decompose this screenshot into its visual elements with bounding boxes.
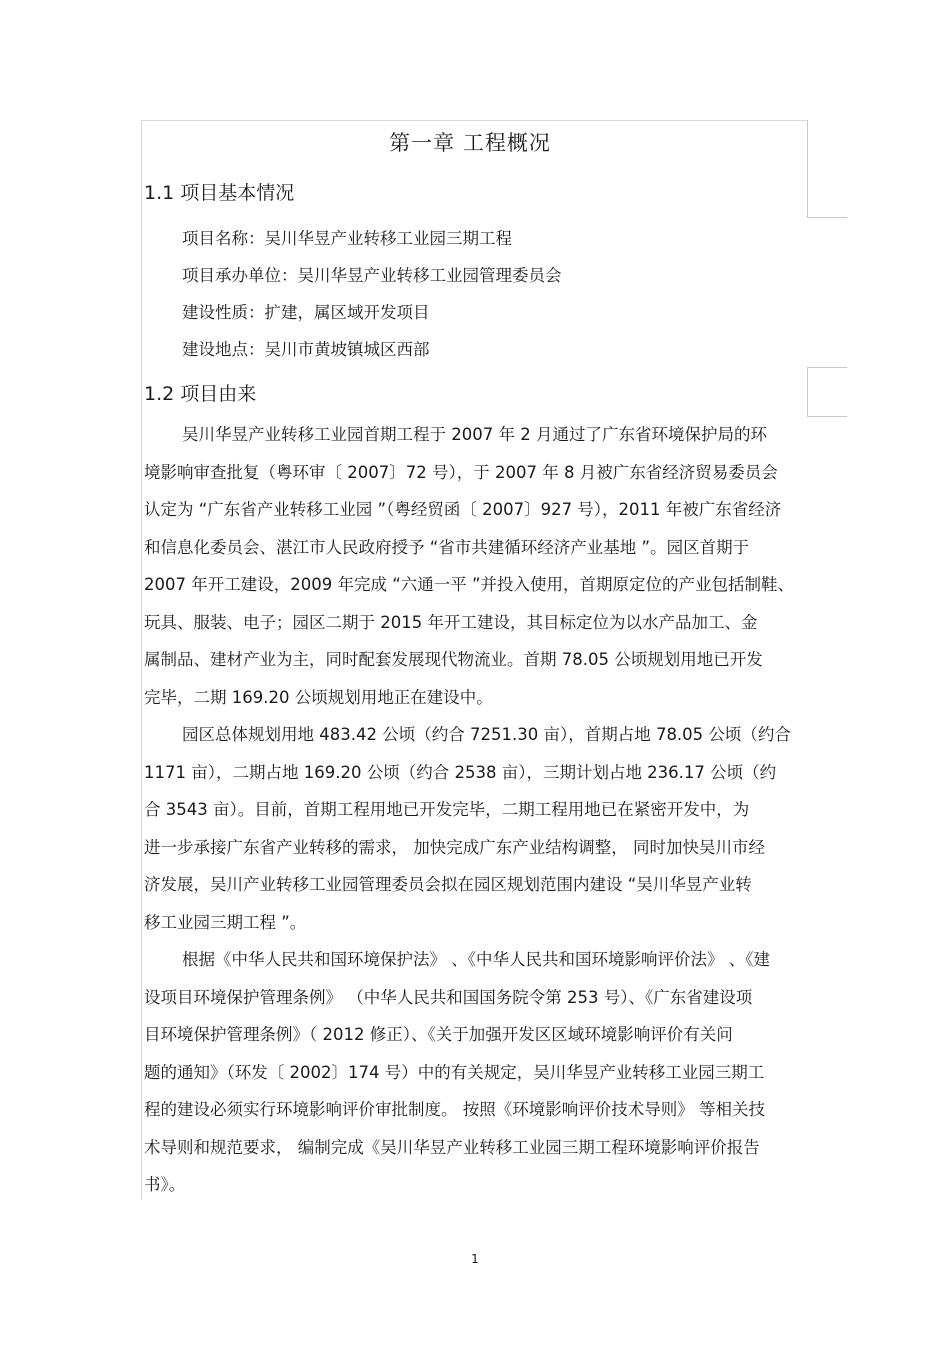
left-margin-rule <box>141 120 142 1200</box>
page-number: 1 <box>471 1252 479 1266</box>
chapter-title: 第一章 工程概况 <box>389 131 551 155</box>
text-line: 移工业园三期工程 ”。 <box>144 912 307 932</box>
text-line: 完毕，二期 169.20 公顷规划用地正在建设中。 <box>144 687 493 707</box>
text-line: 园区总体规划用地 483.42 公顷（约合 7251.30 亩），首期占地 78.05 公顷（约合 <box>182 725 791 744</box>
text-line: 境影响审查批复（粤环审〔 2007〕72 号），于 2007 年 8 月被广东省经济贸易委员会 <box>144 462 778 482</box>
text-line: 1171 亩），二期占地 169.20 公顷（约合 2538 亩），三期计划占地 236.17 公顷（约 <box>144 762 777 782</box>
text-line: 设项目环境保护管理条例》 （中华人民共和国国务院令第 253 号）、《广东省建设项 <box>144 987 753 1007</box>
text-line: 2007 年开工建设，2009 年完成 “六通一平 ”并投入使用，首期原定位的产业包括制鞋、 <box>144 575 795 594</box>
text-line: 属制品、建材产业为主，同时配套发展现代物流业。首期 78.05 公顷规划用地已开发 <box>144 650 763 669</box>
margin-mark <box>807 217 847 218</box>
text-line: 和信息化委员会、湛江市人民政府授予 “省市共建循环经济产业基地 ”。园区首期于 <box>144 537 750 557</box>
info-project-name: 项目名称：吴川华昱产业转移工业园三期工程 <box>182 229 512 248</box>
text-line: 根据《中华人民共和国环境保护法》 、《中华人民共和国环境影响评价法》 、《建 <box>182 950 770 969</box>
text-line: 题的通知》（环发〔 2002〕174 号）中的有关规定，吴川华昱产业转移工业园三期工 <box>144 1062 765 1082</box>
text-line: 玩具、服装、电子；园区二期于 2015 年开工建设，其目标定位为以水产品加工、金 <box>144 612 758 632</box>
paragraph-legal-basis <box>144 941 844 1204</box>
margin-mark <box>807 367 847 368</box>
paragraph-origin <box>144 416 844 716</box>
text-line: 程的建设必须实行环境影响评价审批制度。 按照《环境影响评价技术导则》 等相关技 <box>144 1100 765 1119</box>
text-line: 认定为 “广东省产业转移工业园 ”（粤经贸函〔 2007〕927 号），2011 年被广东省经济 <box>144 500 782 519</box>
margin-mark <box>807 367 808 417</box>
text-line: 吴川华昱产业转移工业园首期工程于 2007 年 2 月通过了广东省环境保护局的环 <box>182 425 767 444</box>
info-construction-location: 建设地点：吴川市黄坡镇城区西部 <box>182 340 430 359</box>
section-title-1-2: 1.2 项目由来 <box>144 383 257 405</box>
text-line: 术导则和规范要求， 编制完成《吴川华昱产业转移工业园三期工程环境影响评价报告 <box>144 1137 760 1157</box>
info-construction-nature: 建设性质：扩建，属区域开发项目 <box>182 303 430 322</box>
text-line: 进一步承接广东省产业转移的需求， 加快完成广东产业结构调整， 同时加快吴川市经 <box>144 837 765 857</box>
paragraph-land-use <box>144 716 844 941</box>
text-line: 书》。 <box>144 1175 186 1194</box>
text-line: 目环境保护管理条例》（ 2012 修正）、《关于加强开发区区域环境影响评价有关问 <box>144 1025 733 1044</box>
text-line: 合 3543 亩）。目前，首期工程用地已开发完毕，二期工程用地已在紧密开发中，为 <box>144 800 750 819</box>
text-line: 济发展，吴川产业转移工业园管理委员会拟在园区规划范围内建设 “吴川华昱产业转 <box>144 875 752 894</box>
info-project-organizer: 项目承办单位：吴川华昱产业转移工业园管理委员会 <box>182 266 562 285</box>
section-title-1-1: 1.1 项目基本情况 <box>144 182 295 204</box>
top-margin-rule <box>141 120 808 121</box>
